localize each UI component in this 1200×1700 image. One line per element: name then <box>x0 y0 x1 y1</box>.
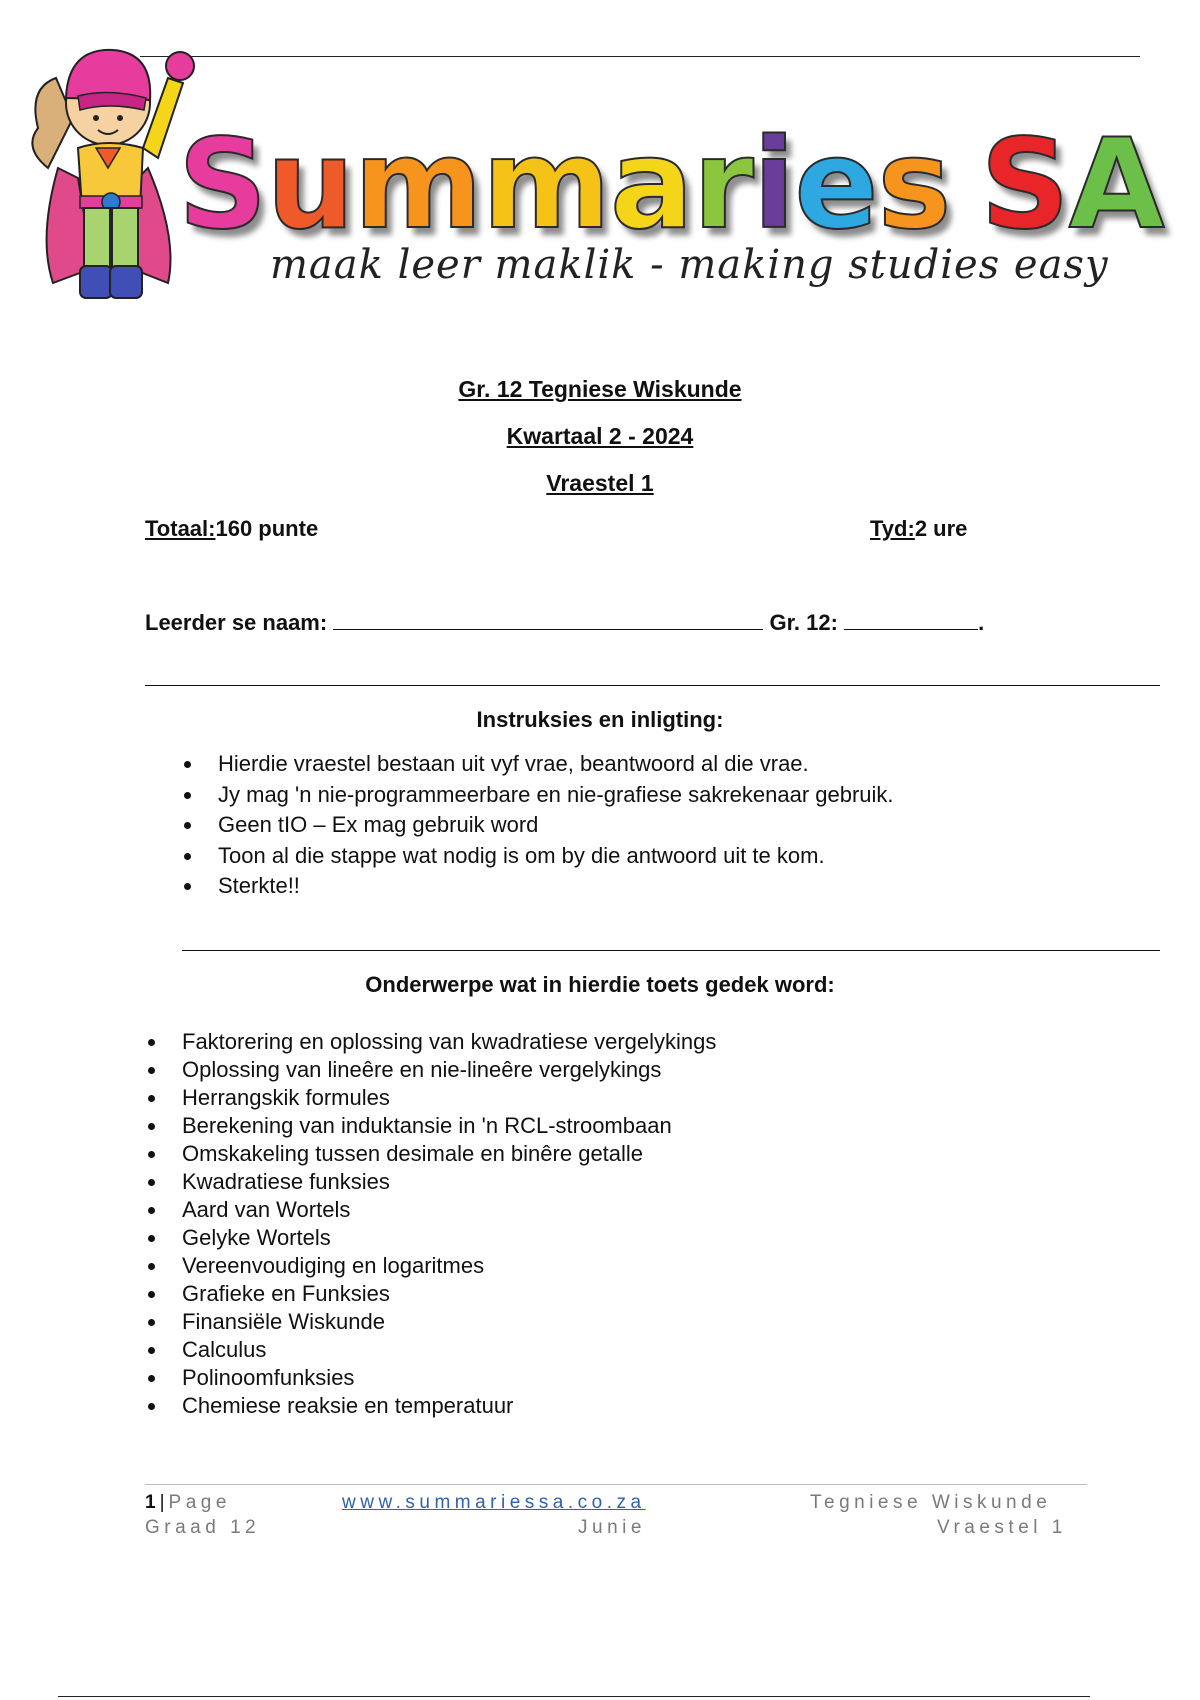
brand-letter: m <box>353 113 482 257</box>
page-label: Page <box>168 1492 231 1513</box>
mascot-icon <box>18 18 198 318</box>
page-separator: | <box>159 1492 165 1513</box>
footer-paper: Vraestel 1 <box>937 1517 1067 1538</box>
footer-subject: Tegniese Wiskunde <box>810 1492 1052 1513</box>
time-allowed <box>870 516 967 542</box>
divider <box>182 950 1160 951</box>
brand-letter: S <box>178 113 267 257</box>
learner-line-end: . <box>978 610 985 635</box>
learner-grade-label: Gr. 12: <box>769 610 838 635</box>
brand-letter: r <box>692 113 753 257</box>
brand-letter: s <box>877 113 951 257</box>
footer-website[interactable] <box>342 1492 646 1514</box>
brand-letter: a <box>610 113 693 257</box>
learner-name-label: Leerder se naam: <box>145 610 328 635</box>
footer-month: Junie <box>578 1517 646 1538</box>
term-title: Kwartaal 2 - 2024 <box>506 423 694 449</box>
instruction-item: Geen tIO – Ex mag gebruik word <box>218 813 1178 844</box>
brand-letter: i <box>752 113 795 257</box>
topic-item: Finansiële Wiskunde <box>182 1310 1142 1338</box>
total-value: 160 punte <box>215 516 319 541</box>
topic-item: Kwadratiese funksies <box>182 1170 1142 1198</box>
topic-item: Gelyke Wortels <box>182 1226 1142 1254</box>
divider <box>145 685 1160 686</box>
subject-title: Gr. 12 Tegniese Wiskunde <box>458 376 742 402</box>
topic-item: Omskakeling tussen desimale en binêre getalle <box>182 1142 1142 1170</box>
brand-letter: m <box>481 113 611 257</box>
footer-grade: Graad 12 <box>145 1517 261 1538</box>
instruction-item: Toon al die stappe wat nodig is om by die antwoord uit te kom. <box>218 844 1178 875</box>
topic-item: Oplossing van lineêre en nie-lineêre vergelykings <box>182 1058 1142 1086</box>
topics-heading: Onderwerpe wat in hierdie toets gedek word: <box>365 972 835 997</box>
topic-item: Vereenvoudiging en logaritmes <box>182 1254 1142 1282</box>
brand-logo <box>178 115 1198 255</box>
topic-item: Polinoomfunksies <box>182 1366 1142 1394</box>
time-value: 2 ure <box>914 516 968 541</box>
learner-grade-field[interactable] <box>844 611 978 630</box>
header-rule <box>140 56 1140 57</box>
time-label: Tyd: <box>870 516 915 541</box>
footer-page <box>145 1492 231 1514</box>
instructions-heading: Instruksies en inligting: <box>476 707 724 732</box>
page-bottom-rule <box>58 1696 1090 1697</box>
paper-title: Vraestel 1 <box>546 470 654 496</box>
instruction-item: Hierdie vraestel bestaan uit vyf vrae, beantwoord al die vrae. <box>218 752 1178 783</box>
tagline: maak leer maklik - making studies easy <box>270 242 1109 288</box>
brand-letter: S <box>980 113 1069 257</box>
brand-letter: e <box>794 113 878 257</box>
topic-item: Calculus <box>182 1338 1142 1366</box>
topic-item: Chemiese reaksie en temperatuur <box>182 1394 1142 1422</box>
brand-letter <box>950 115 980 255</box>
topics-list <box>182 1030 1142 1422</box>
topic-item: Berekening van induktansie in 'n RCL-stroombaan <box>182 1114 1142 1142</box>
page-number: 1 <box>145 1492 156 1513</box>
total-marks <box>145 516 318 542</box>
instruction-item: Sterkte!! <box>218 874 1178 905</box>
instructions-list <box>218 752 1178 905</box>
topic-item: Aard van Wortels <box>182 1198 1142 1226</box>
topic-item: Grafieke en Funksies <box>182 1282 1142 1310</box>
topic-item: Faktorering en oplossing van kwadratiese vergelykings <box>182 1030 1142 1058</box>
learner-line <box>145 610 984 636</box>
total-label: Totaal: <box>145 516 216 541</box>
learner-name-field[interactable] <box>333 611 763 630</box>
topic-item: Herrangskik formules <box>182 1086 1142 1114</box>
brand-letter: A <box>1068 113 1164 257</box>
instruction-item: Jy mag 'n nie-programmeerbare en nie-grafiese sakrekenaar gebruik. <box>218 783 1178 814</box>
footer-rule <box>145 1484 1087 1485</box>
brand-letter: u <box>266 113 354 257</box>
website-link[interactable]: www.summariessa.co.za <box>342 1492 646 1513</box>
